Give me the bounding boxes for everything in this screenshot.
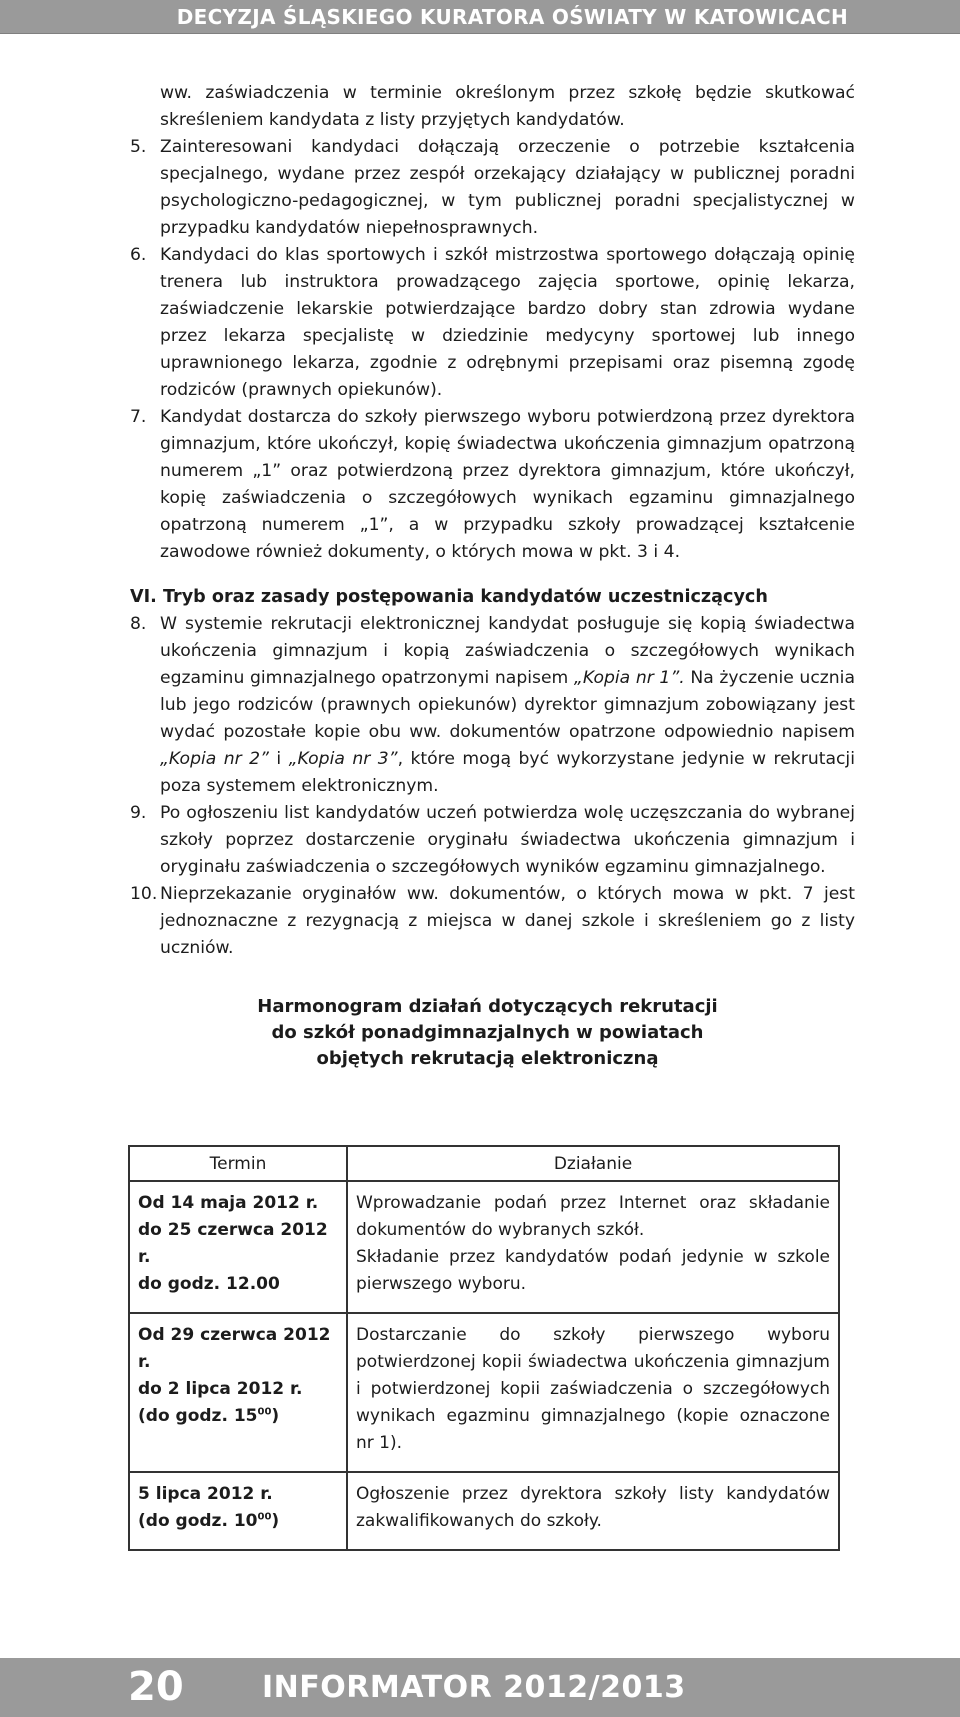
item-text-a: W systemie rekrutacji elektronicznej kandydat posługuje się kopią świadectwa ukończenia gimnazjum i kopią zaświadczenia o szczegółowych wynikach egzaminu gimnazjalnego opatrzonymi napisem: [160, 614, 855, 688]
item-4-continuation: ww. zaświadczenia w terminie określonym przez szkołę będzie skutkować skreśleniem kandydata z listy przyjętych kandydatów.: [160, 83, 855, 130]
column-header-action: Działanie: [347, 1146, 839, 1181]
item-text-b: Na życzenie ucznia lub jego rodziców (prawnych opiekunów) dyrektor gimnazjum zobowiązany jest wydać pozostałe kopie obu ww. dokumentów opatrzone odpowiednio napisem: [160, 668, 855, 742]
footer-title: INFORMATOR 2012/2013: [262, 1670, 686, 1705]
item-number: 9.: [130, 803, 147, 823]
term-line: Od 29 czerwca 2012 r.: [138, 1325, 331, 1372]
item-number: 7.: [130, 407, 147, 427]
table-row: [129, 1313, 839, 1472]
term-line-text: (do godz. 10: [138, 1511, 258, 1531]
table-row: [129, 1181, 839, 1313]
item-text: Po ogłoszeniu list kandydatów uczeń potwierdza wolę uczęszczania do wybranej szkoły poprzez dostarczenie oryginału świadectwa ukończenia gimnazjum i oryginału zaświadczenia o szczegółowych wyników egzaminu gimnazjalnego.: [160, 803, 855, 877]
item-number: 5.: [130, 137, 147, 157]
header-title: DECYZJA ŚLĄSKIEGO KURATORA OŚWIATY W KATOWICACH: [176, 5, 848, 29]
copy-label-1: „Kopia nr 1”.: [573, 668, 685, 688]
column-header-term: Termin: [129, 1146, 347, 1181]
item-number: 10.: [130, 884, 158, 904]
item-text-c: i: [268, 749, 289, 769]
term-line: do 2 lipca 2012 r.: [138, 1379, 303, 1399]
term-line: [138, 1403, 338, 1430]
item-text: Kandydaci do klas sportowych i szkół mistrzostwa sportowego dołączają opinię trenera lub instruktora prowadzącego zajęcia sportowe, opinię lekarza, zaświadczenie lekarskie potwierdzające bardzo dobry stan zdrowia wydane przez lekarza specjalistę w dziedzinie medycyny sportowej lub innego uprawnionego lekarza, zgodnie z odrębnymi przepisami oraz pisemną zgodę rodziców (prawnych opiekunów).: [160, 245, 855, 400]
footer-bar: [0, 1658, 960, 1717]
item-number: 8.: [130, 614, 147, 634]
table-row: [129, 1472, 839, 1550]
term-line-close: ): [271, 1406, 280, 1426]
list-item-7: [130, 404, 855, 566]
action-text: Wprowadzanie podań przez Internet oraz składanie dokumentów do wybranych szkół.: [356, 1193, 830, 1240]
list-item-10: [130, 881, 855, 962]
page-number: 20: [128, 1664, 184, 1710]
item-text: Zainteresowani kandydaci dołączają orzeczenie o potrzebie kształcenia specjalnego, wydane przez zespół orzekający działający w publicznej poradni psychologiczno-pedagogicznej, w tym publicznej poradni specjalistycznej w przypadku kandydatów niepełnosprawnych.: [160, 137, 855, 238]
item-number: 6.: [130, 245, 147, 265]
schedule-heading-line-1: Harmonogram działań dotyczących rekrutacji: [257, 996, 718, 1017]
copy-label-3: „Kopia nr 3”: [288, 749, 398, 769]
header-bar: [0, 0, 960, 34]
list-item-6: [130, 242, 855, 404]
action-cell: [347, 1181, 839, 1313]
section-heading: VI. Tryb oraz zasady postępowania kandydatów uczestniczących: [130, 587, 768, 607]
action-text: Składanie przez kandydatów podań jedynie w szkole pierwszego wyboru.: [356, 1247, 830, 1294]
copy-label-2: „Kopia nr 2”: [160, 749, 269, 769]
term-line: 5 lipca 2012 r.: [138, 1484, 273, 1504]
schedule-heading-line-3: objętych rekrutacją elektroniczną: [316, 1048, 659, 1069]
list-item-9: [130, 800, 855, 881]
term-cell: [129, 1472, 347, 1550]
action-text: Ogłoszenie przez dyrektora szkoły listy kandydatów zakwalifikowanych do szkoły.: [356, 1484, 830, 1531]
item-text: Nieprzekazanie oryginałów ww. dokumentów, o których mowa w pkt. 7 jest jednoznaczne z rezygnacją z miejsca w danej szkole i skreśleniem go z listy uczniów.: [160, 884, 855, 958]
document-body: [130, 80, 855, 1072]
term-cell: [129, 1181, 347, 1313]
term-line-text: (do godz. 15: [138, 1406, 258, 1426]
action-cell: [347, 1472, 839, 1550]
item-text: Kandydat dostarcza do szkoły pierwszego wyboru potwierdzoną przez dyrektora gimnazjum, które ukończył, kopię świadectwa ukończenia gimnazjum opatrzoną numerem „1” oraz potwierdzoną przez dyrektora gimnazjum, które ukończył, kopię zaświadczenia o szczegółowych wynikach egzaminu gimnazjalnego opatrzoną numerem „1”, a w przypadku szkoły prowadzącej kształcenie zawodowe również dokumenty, o których mowa w pkt. 3 i 4.: [160, 407, 855, 562]
action-cell: [347, 1313, 839, 1472]
item-text-d: , które mogą być wykorzystane jedynie w rekrutacji poza systemem elektronicznym.: [160, 749, 855, 796]
term-line: Od 14 maja 2012 r.: [138, 1193, 319, 1213]
table-header-row: [129, 1146, 839, 1181]
term-line: do 25 czerwca 2012 r.: [138, 1220, 328, 1267]
term-line-close: ): [271, 1511, 280, 1531]
action-text: Dostarczanie do szkoły pierwszego wyboru potwierdzonej kopii świadectwa ukończenia gimnazjum i potwierdzonej kopii zaświadczenia o szczegółowych wynikach egazminu gimnazjalnego (kopie oznaczone nr 1).: [356, 1325, 830, 1453]
term-cell: [129, 1313, 347, 1472]
term-line: [138, 1508, 338, 1535]
schedule-heading: [120, 994, 855, 1072]
list-item-8: [130, 611, 855, 800]
time-minutes: 00: [257, 1406, 272, 1418]
schedule-table: [128, 1145, 840, 1551]
time-minutes: 00: [257, 1511, 272, 1523]
list-item-5: [130, 134, 855, 242]
schedule-heading-line-2: do szkół ponadgimnazjalnych w powiatach: [271, 1022, 704, 1043]
term-line: do godz. 12.00: [138, 1274, 280, 1294]
